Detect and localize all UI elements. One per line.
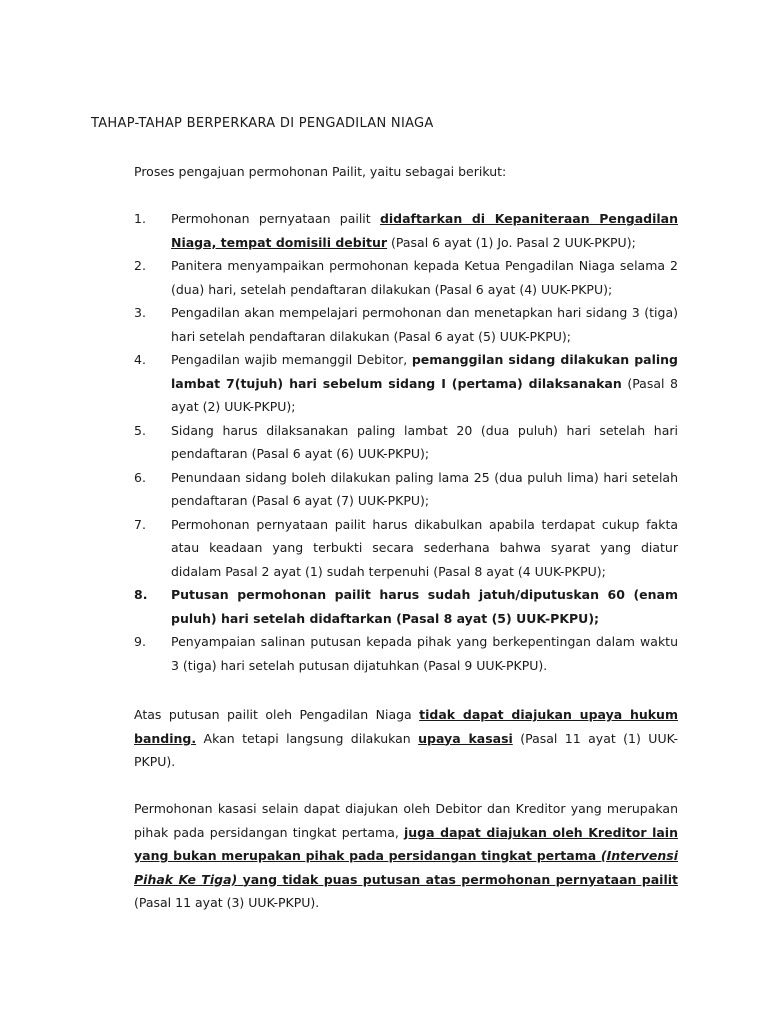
list-item-number: 3.	[134, 305, 146, 320]
list-item-number: 9.	[134, 634, 146, 649]
list-item-number: 7.	[134, 516, 146, 532]
list-item-text	[171, 207, 678, 254]
list-item-number: 1.	[134, 211, 146, 226]
list-item-text: Permohonan pernyataan pailit harus dikabulkan apabila terdapat cukup fakta atau keadaan yang terbukti secara sederhana bahwa syarat yang diatur didalam Pasal 2 ayat (1) sudah terpenuhi (Pasal 8 ayat (4 UUK-PKPU);	[171, 516, 678, 579]
list-item-text: Panitera menyampaikan permohonan kepada Ketua Pengadilan Niaga selama 2 (dua) hari, setelah pendaftaran dilakukan (Pasal 6 ayat (4) UUK-PKPU);	[171, 258, 678, 297]
text-run: Atas putusan pailit oleh Pengadilan Niaga	[134, 707, 420, 722]
list-item	[134, 513, 678, 584]
text-run: Akan tetapi langsung dilakukan	[196, 730, 419, 746]
list-item	[134, 348, 678, 419]
list-item	[134, 254, 678, 301]
list-item-text: Pengadilan akan mempelajari permohonan dan menetapkan hari sidang 3 (tiga) hari setelah pendaftaran dilakukan (Pasal 6 ayat (5) UUK-PKPU);	[171, 305, 678, 344]
paragraph-appeal	[134, 703, 678, 774]
text-run: (Pasal 8 ayat (2) UUK-PKPU);	[171, 375, 678, 414]
list-item-text: Putusan permohonan pailit harus sudah jatuh/diputuskan 60 (enam puluh) hari setelah didaftarkan (Pasal 8 ayat (5) UUK-PKPU);	[171, 587, 678, 626]
list-item	[134, 466, 678, 513]
text-run: (Pasal 11 ayat (1) UUK-PKPU).	[134, 730, 679, 769]
emphasis-text: pemanggilan sidang dilakukan paling lambat 7(tujuh) hari sebelum sidang I (pertama) dilaksanakan	[171, 352, 678, 391]
list-item-number: 4.	[134, 352, 146, 367]
list-item-text: Penyampaian salinan putusan kepada pihak yang berkepentingan dalam waktu 3 (tiga) hari setelah putusan dijatuhkan (Pasal 9 UUK-PKPU).	[171, 634, 678, 673]
text-run: (Pasal 6 ayat (1) Jo. Pasal 2 UUK-PKPU);	[387, 234, 636, 250]
text-run: Permohonan pernyataan pailit	[171, 211, 380, 226]
text-run: Permohonan kasasi selain dapat diajukan oleh Debitor dan Kreditor yang merupakan pihak pada persidangan tingkat pertama,	[134, 801, 678, 840]
emphasis-text: juga dapat diajukan oleh Kreditor lain yang bukan merupakan pihak pada persidangan tingkat pertama	[134, 824, 678, 863]
list-item-number: 6.	[134, 469, 146, 485]
list-item	[134, 301, 678, 348]
list-item-number: 8.	[134, 587, 148, 602]
list-item	[134, 583, 678, 630]
italic-text: (Intervensi Pihak Ke Tiga)	[134, 848, 678, 887]
text-run: (Pasal 11 ayat (3) UUK-PKPU).	[134, 895, 320, 910]
paragraph-cassation	[134, 797, 678, 915]
list-item-number: 2.	[134, 258, 146, 273]
list-item-text: Penundaan sidang boleh dilakukan paling lama 25 (dua puluh lima) hari setelah pendaftaran (Pasal 6 ayat (7) UUK-PKPU);	[171, 469, 678, 508]
list-item-text: Sidang harus dilaksanakan paling lambat 20 (dua puluh) hari setelah hari pendaftaran (Pasal 6 ayat (6) UUK-PKPU);	[171, 422, 678, 461]
emphasis-text: upaya kasasi	[418, 730, 513, 746]
list-item	[134, 419, 678, 466]
document-title: TAHAP-TAHAP BERPERKARA DI PENGADILAN NIAGA	[91, 116, 434, 131]
emphasis-text: yang tidak puas putusan atas permohonan pernyataan pailit	[237, 871, 678, 887]
list-item-text	[171, 348, 678, 419]
list-item	[134, 207, 678, 254]
text-run: Pengadilan wajib memanggil Debitor,	[171, 352, 412, 367]
emphasis-text: tidak dapat diajukan upaya hukum banding.	[134, 707, 678, 746]
intro-text: Proses pengajuan permohonan Pailit, yaitu sebagai berikut:	[134, 164, 507, 179]
list-item-number: 5.	[134, 422, 146, 438]
emphasis-text: didaftarkan di Kepaniteraan Pengadilan Niaga, tempat domisili debitur	[171, 211, 678, 250]
steps-list	[134, 207, 678, 677]
list-item	[134, 630, 678, 677]
